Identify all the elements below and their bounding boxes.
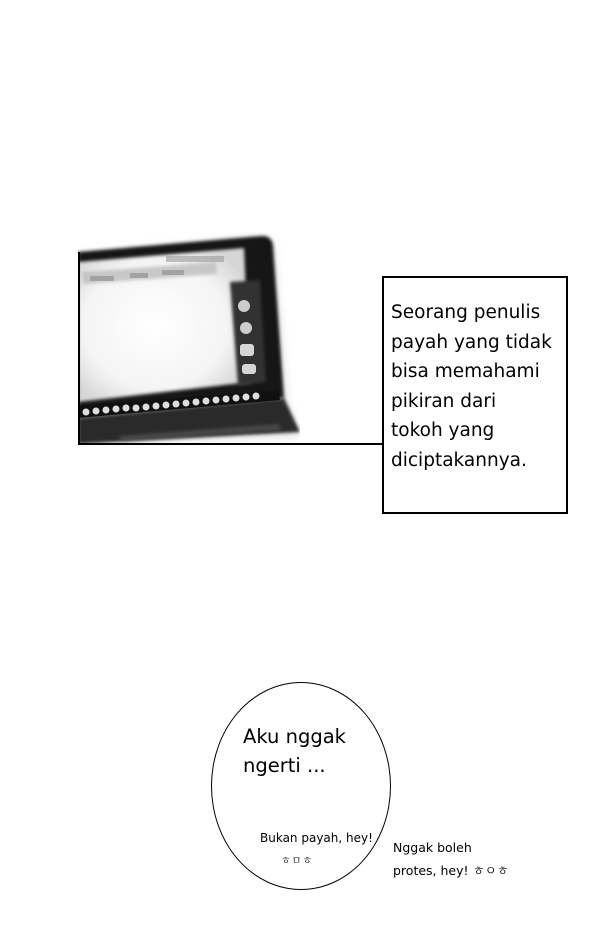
caption-connector-line [78, 443, 383, 445]
speech-bubble-aside-text: Bukan payah, hey! [260, 831, 373, 845]
speech-bubble-main-text: Aku nggak ngerti ... [243, 725, 346, 777]
speech-bubble-aside-glyphs: ㅎㅁㅎ [281, 856, 313, 867]
laptop-illustration [78, 232, 300, 444]
laptop-icon [78, 232, 300, 444]
outside-note-text: Nggak boleh protes, hey! ㅎㅇㅎ [393, 840, 509, 878]
caption-box [382, 276, 568, 514]
caption-text: Seorang penulis payah yang tidak bisa memahami pikiran dari tokoh yang diciptakannya. [391, 302, 552, 471]
